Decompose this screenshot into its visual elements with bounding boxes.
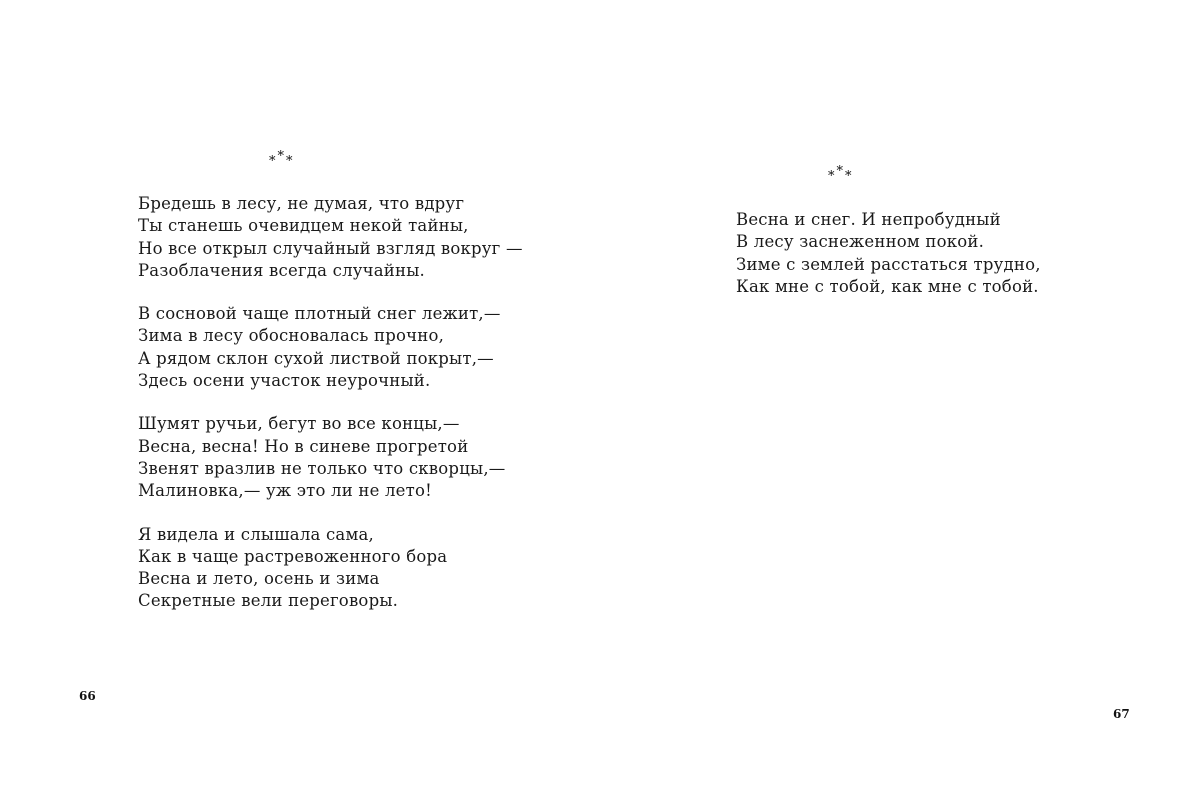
poem-right	[736, 209, 1041, 298]
verse-line: Разоблачения всегда случайны.	[138, 260, 425, 280]
verse-line: Весна и снег. И непробудный	[736, 210, 1001, 229]
asterism-star: *	[277, 149, 286, 164]
verse-line: Но все открыл случайный взгляд вокруг —	[138, 238, 523, 258]
verse-line: Бредешь в лесу, не думая, что вдруг	[138, 194, 465, 213]
asterism-ornament	[269, 149, 295, 169]
stanza	[138, 303, 523, 392]
verse-line: Шумят ручьи, бегут во все концы,—	[138, 414, 460, 434]
verse-line: Я видела и слышала сама,	[138, 524, 374, 544]
verse-line: Весна, весна! Но в синеве прогретой	[138, 436, 469, 456]
stanza	[736, 209, 1041, 298]
verse-line: Весна и лето, осень и зима	[138, 569, 380, 589]
asterism-star: *	[828, 169, 837, 184]
asterism-star: *	[269, 154, 278, 169]
stanza	[138, 193, 523, 282]
verse-line: Ты станешь очевидцем некой тайны,	[138, 216, 469, 236]
verse-line: А рядом склон сухой листвой покрыт,—	[138, 348, 494, 368]
left-page	[0, 0, 598, 800]
page-number-left: 66	[79, 689, 96, 703]
page-number-right: 67	[1113, 707, 1130, 721]
verse-line: Здесь осени участок неурочный.	[138, 371, 431, 391]
stanza	[138, 413, 523, 502]
verse-line: Зима в лесу обосновалась прочно,	[138, 326, 445, 346]
verse-line: Звенят вразлив не только что скворцы,—	[138, 458, 506, 478]
verse-line: В лесу заснеженном покой.	[736, 232, 985, 252]
verse-line: Малиновка,— уж это ли не лето!	[138, 481, 432, 501]
verse-line: Зиме с землей расстаться трудно,	[736, 254, 1041, 274]
asterism-star: *	[845, 169, 854, 184]
asterism-star: *	[836, 164, 845, 179]
asterism-star: *	[286, 154, 295, 169]
right-page	[598, 0, 1197, 800]
verse-line: Как мне с тобой, как мне с тобой.	[736, 276, 1039, 296]
verse-line: В сосновой чаще плотный снег лежит,—	[138, 304, 501, 324]
verse-line: Секретные вели переговоры.	[138, 591, 399, 611]
verse-line: Как в чаще растревоженного бора	[138, 546, 448, 566]
stanza	[138, 524, 523, 613]
poem-left	[138, 193, 523, 613]
asterism-ornament	[828, 164, 854, 184]
